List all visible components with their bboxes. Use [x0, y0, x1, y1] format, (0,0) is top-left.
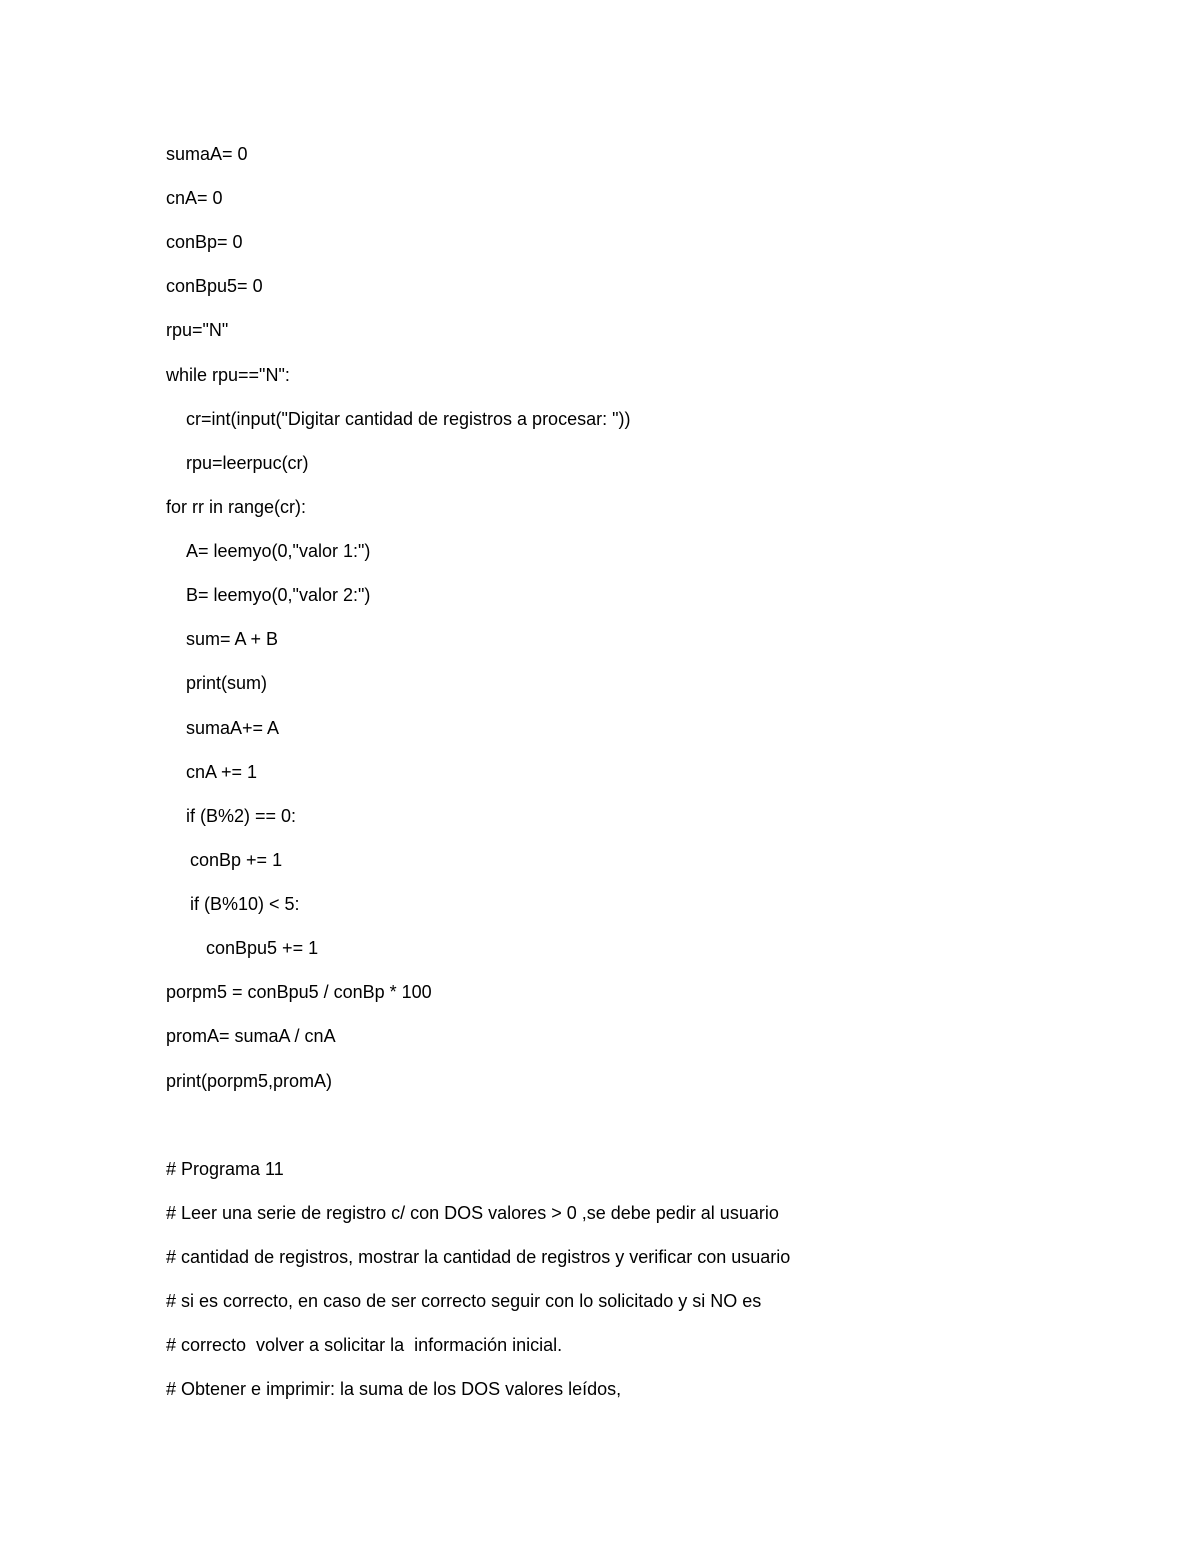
code-line: print(sum) [186, 673, 268, 693]
comment-line: # correcto volver a solicitar la información inicial. [166, 1335, 563, 1355]
code-line: sum= A + B [186, 629, 279, 649]
code-line: sumaA= 0 [166, 144, 248, 164]
code-line: cr=int(input("Digitar cantidad de registros a procesar: ")) [186, 409, 631, 429]
code-line: cnA += 1 [186, 762, 258, 782]
code-line: cnA= 0 [166, 188, 223, 208]
code-line: A= leemyo(0,"valor 1:") [186, 541, 371, 561]
code-line: print(porpm5,promA) [166, 1071, 333, 1091]
comment-line: # Leer una serie de registro c/ con DOS valores > 0 ,se debe pedir al usuario [166, 1203, 779, 1223]
code-line: sumaA+= A [186, 718, 280, 738]
comment-line: # Obtener e imprimir: la suma de los DOS valores leídos, [166, 1379, 622, 1399]
comment-line: # cantidad de registros, mostrar la cantidad de registros y verificar con usuario [166, 1247, 791, 1267]
code-line: conBp += 1 [190, 850, 283, 870]
code-line: rpu="N" [166, 320, 229, 340]
code-line: for rr in range(cr): [166, 497, 307, 517]
code-line: promA= sumaA / cnA [166, 1026, 336, 1046]
code-line: conBpu5= 0 [166, 276, 263, 296]
code-line: while rpu=="N": [166, 365, 290, 385]
code-line: B= leemyo(0,"valor 2:") [186, 585, 371, 605]
code-line: if (B%10) < 5: [190, 894, 300, 914]
code-line: porpm5 = conBpu5 / conBp * 100 [166, 982, 432, 1002]
code-line: rpu=leerpuc(cr) [186, 453, 309, 473]
code-line: conBpu5 += 1 [206, 938, 319, 958]
comment-line: # Programa 11 [166, 1159, 284, 1179]
code-line: conBp= 0 [166, 232, 243, 252]
comment-line: # si es correcto, en caso de ser correcto seguir con lo solicitado y si NO es [166, 1291, 762, 1311]
code-line: if (B%2) == 0: [186, 806, 297, 826]
